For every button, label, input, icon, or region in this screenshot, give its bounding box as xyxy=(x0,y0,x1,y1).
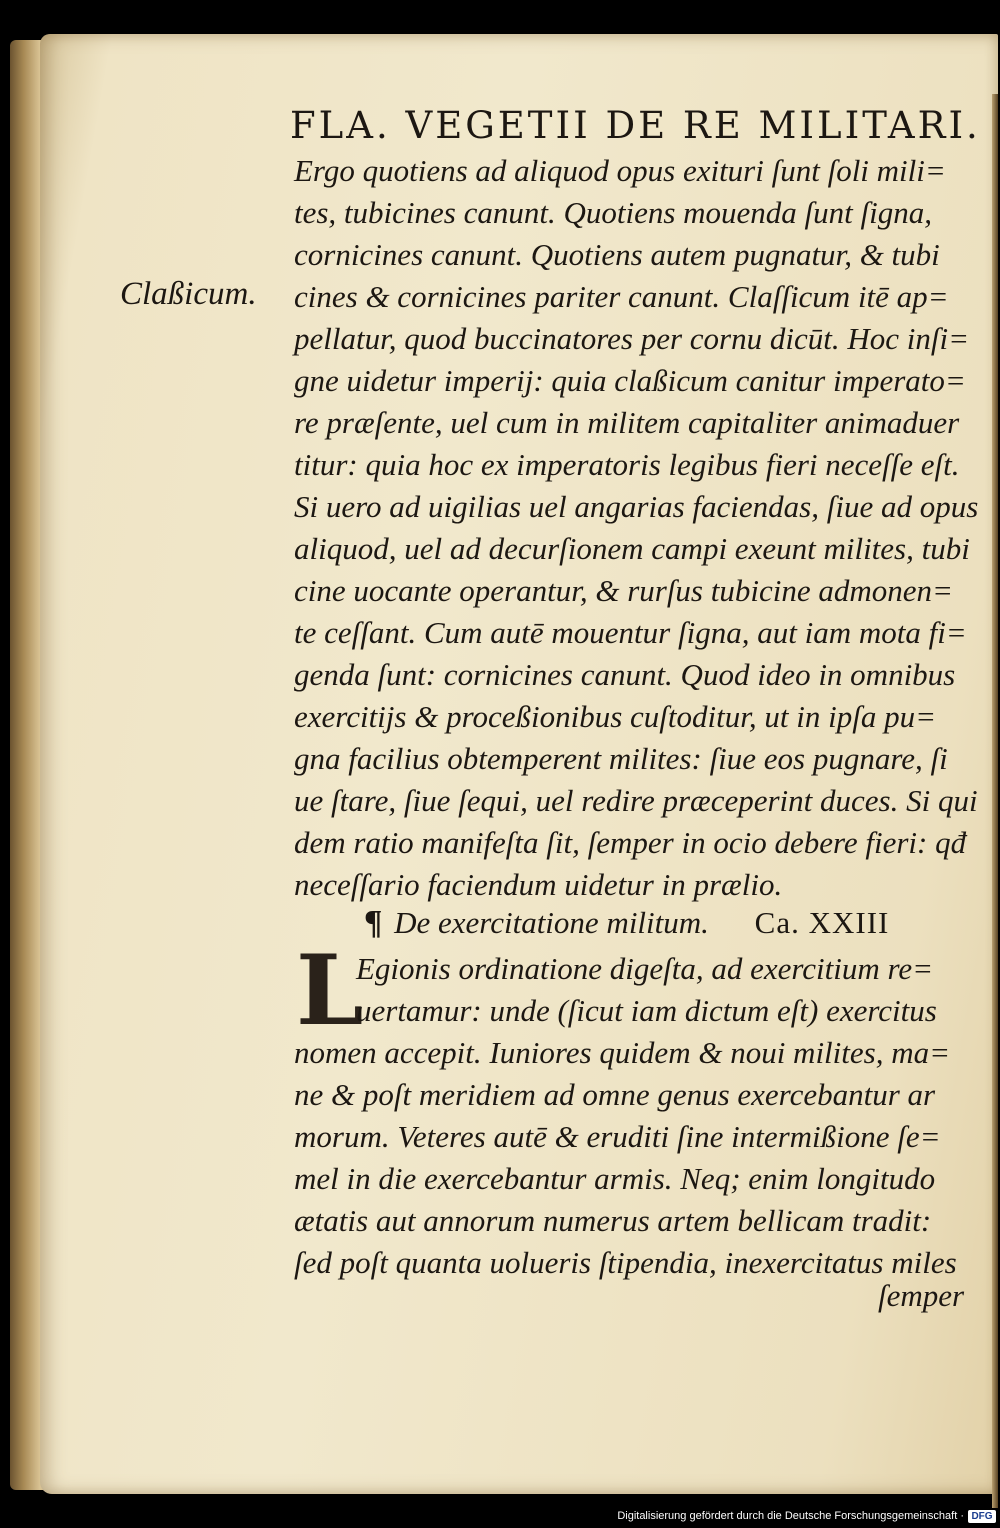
initial-lines xyxy=(356,948,937,1032)
text-line: te ceſſant. Cum autē mouentur ſigna, aut iam mota fi= xyxy=(294,615,967,650)
decorated-initial: L xyxy=(296,934,364,1047)
funding-notice: Digitalisierung gefördert durch die Deutsche Forschungsgemeinschaft · xyxy=(617,1510,964,1522)
text-line: titur: quia hoc ex imperatoris legibus fieri neceſſe eſt. xyxy=(294,447,960,482)
chapter-number: Ca. XXIII xyxy=(754,905,890,940)
text-line: Ergo quotiens ad aliquod opus exituri ſunt ſoli mili= xyxy=(294,153,946,188)
catchword: ſemper xyxy=(878,1278,965,1313)
pilcrow-mark: ¶ xyxy=(364,904,383,941)
margin-note: Claßicum. xyxy=(120,276,257,312)
chapter-title: De exercitatione militum. xyxy=(394,905,709,940)
text-line: mel in die exercebantur armis. Neq; enim longitudo xyxy=(294,1161,936,1196)
paragraph-2 xyxy=(294,1032,978,1284)
text-line: ue ſtare, ſiue ſequi, uel redire præceperint duces. Si qui xyxy=(294,783,978,818)
text-line: dem ratio manifeſta ſit, ſemper in ocio debere fieri: qđ xyxy=(294,825,967,860)
page-right-edge xyxy=(992,94,998,1514)
text-line: morum. Veteres autē & eruditi ſine intermißione ſe= xyxy=(294,1119,941,1154)
text-line: uertamur: unde (ſicut iam dictum eſt) exercitus xyxy=(356,993,937,1028)
text-line: gne uidetur imperij: quia claßicum canitur imperato= xyxy=(294,363,966,398)
text-line: cornicines canunt. Quotiens autem pugnatur, & tubi xyxy=(294,237,940,272)
text-line: ætatis aut annorum numerus artem bellicam tradit: xyxy=(294,1203,932,1238)
text-line: re præſente, uel cum in militem capitaliter animaduer xyxy=(294,405,960,440)
running-head: FLA. VEGETII DE RE MILITARI. xyxy=(290,104,981,147)
text-line: exercitijs & proceßionibus cuſtoditur, ut in ipſa pu= xyxy=(294,699,937,734)
chapter-heading xyxy=(364,904,889,942)
text-line: Egionis ordinatione digeſta, ad exercitium re= xyxy=(356,951,934,986)
dfg-logo-icon: DFG xyxy=(968,1510,996,1523)
text-line: Si uero ad uigilias uel angarias faciendas, ſiue ad opus xyxy=(294,489,979,524)
text-line: gna facilius obtemperent milites: ſiue eos pugnare, ſi xyxy=(294,741,948,776)
paragraph-1 xyxy=(294,150,978,906)
text-line: pellatur, quod buccinatores per cornu dicūt. Hoc inſi= xyxy=(294,321,969,356)
text-line: tes, tubicines canunt. Quotiens mouenda ſunt ſigna, xyxy=(294,195,933,230)
text-line: cine uocante operantur, & rurſus tubicine admonen= xyxy=(294,573,953,608)
text-line: cines & cornicines pariter canunt. Claſſicum itē ap= xyxy=(294,279,949,314)
text-line: aliquod, uel ad decurſionem campi exeunt milites, tubi xyxy=(294,531,970,566)
text-line: neceſſario faciendum uidetur in prælio. xyxy=(294,867,783,902)
text-line: nomen accepit. Iuniores quidem & noui milites, ma= xyxy=(294,1035,951,1070)
text-line: ne & poſt meridiem ad omne genus exercebantur ar xyxy=(294,1077,936,1112)
text-line: ſed poſt quanta uolueris ſtipendia, inexercitatus miles xyxy=(294,1245,957,1280)
text-line: genda ſunt: cornicines canunt. Quod ideo in omnibus xyxy=(294,657,956,692)
